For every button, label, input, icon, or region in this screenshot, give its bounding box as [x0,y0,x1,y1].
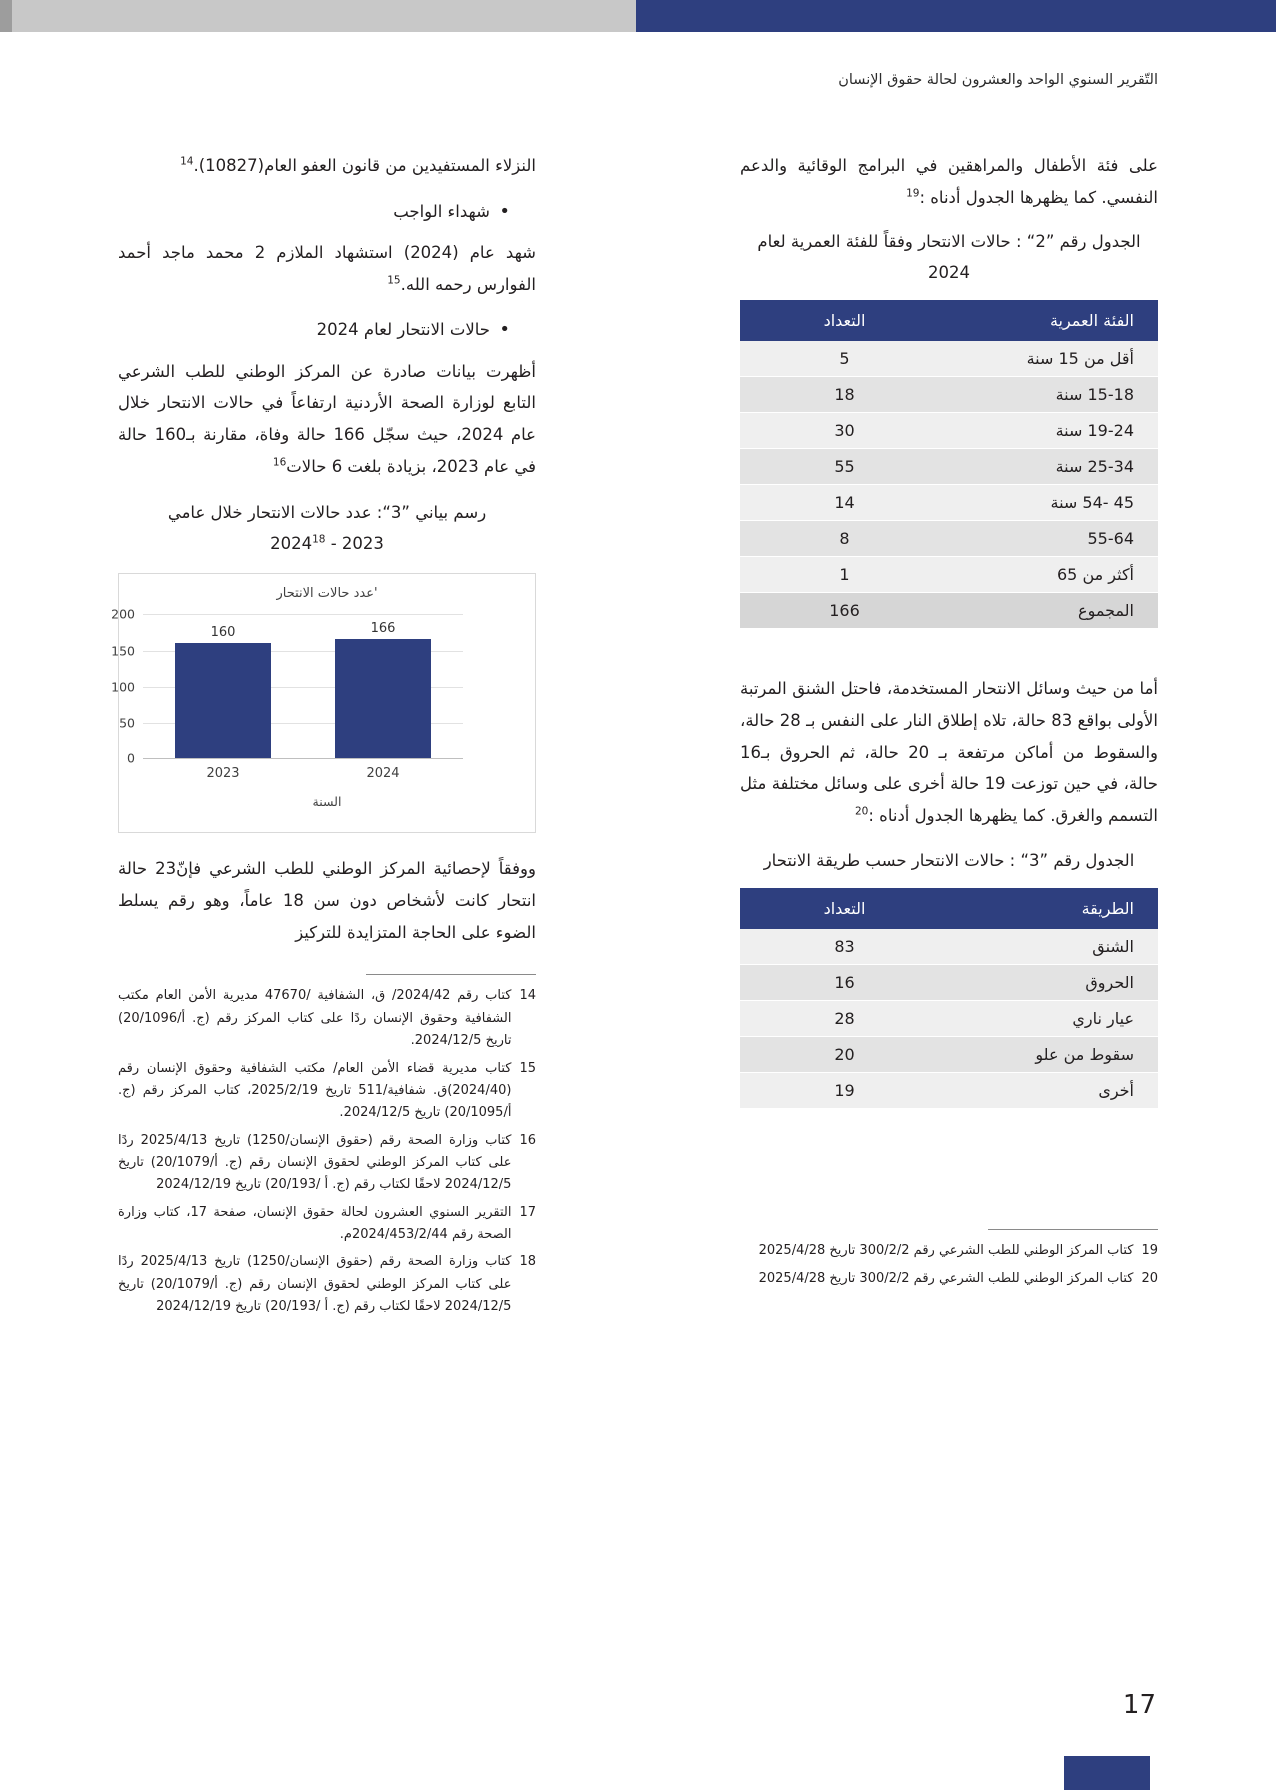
paragraph-amnesty-beneficiaries-text: النزلاء المستفيدين من قانون العفو العام(10827). [193,156,536,175]
footnote-number: 14 [519,988,536,1004]
bullet-list-duty-martyrs [118,196,536,227]
paragraph-suicide-methods-text: أما من حيث وسائل الانتحار المستخدمة، فاحتل الشنق المرتبة الأولى بواقع 83 حالة، تلاه إطلاق النار على النفس بـ 28 حالة، والسقوط من أماكن مرتفعة بـ 20 حالة، ثم الحروق بـ16 حالة، في حين توزعت 19 حالة أخرى على وسائل مختلفة مثل التسمم والغرق. كما يظهرها الجدول أدناه : [740,679,1159,826]
footnotes-right [740,1240,1158,1290]
table3-cell-count: 83 [740,929,949,965]
bar-2024 [335,639,431,759]
table-row [740,413,1158,449]
paragraph-preventive-programs [740,150,1158,213]
footnote-ref-14: 14 [180,155,194,168]
table-header-row [740,300,1158,341]
table2-cell-age: 19-24 سنة [949,413,1158,449]
ytick-label: 50 [119,715,135,731]
page-number: 17 [1122,1690,1156,1720]
top-bar-grey [0,0,636,32]
ytick-label: 100 [111,679,135,695]
footnote-item [118,1251,536,1318]
chart-caption-year-2023: 2023 - 2024 [270,533,384,553]
paragraph-preventive-programs-text: على فئة الأطفال والمراهقين في البرامج الوقائية والدعم النفسي. كما يظهرها الجدول أدناه : [740,156,1158,207]
ytick-label: 150 [111,643,135,659]
footnote-item [118,1130,536,1197]
table-row [740,929,1158,965]
chart-suicide-cases [111,573,536,833]
footnote-text: كتاب مديرية قضاء الأمن العام/ مكتب الشفافية وحقوق الإنسان رقم (2024/40)ق. شفافية/511 تاريخ 2025/2/19، كتاب المركز رقم (ج. أ/20/1095) تاريخ 2024/12/5. [118,1060,512,1121]
footnote-text: كتاب المركز الوطني للطب الشرعي رقم 300/2/2 تاريخ 2025/4/28 [758,1270,1134,1286]
paragraph-amnesty-beneficiaries [118,150,536,182]
table-row [740,965,1158,1001]
table2-cell-count: 8 [740,521,949,557]
chart-x-tick-labels [143,766,463,781]
xtick-label-2023: 2023 [206,766,240,782]
table2-cell-count: 1 [740,557,949,593]
table-header-row [740,888,1158,929]
ytick-label: 0 [127,750,135,766]
table3-cell-method: الحروق [949,965,1158,1001]
table2-total-label: المجموع [949,593,1158,629]
table-row [740,341,1158,377]
paragraph-martyr-2024 [118,237,536,300]
footnote-ref-16: 16 [272,456,287,469]
footnote-item [118,1202,536,1247]
xtick-label-2024: 2024 [366,766,400,782]
footnote-ref-19: 19 [906,187,920,200]
table2-cell-count: 5 [740,341,949,377]
paragraph-suicide-statistics [118,356,536,483]
table2-cell-age: 55-64 [949,521,1158,557]
footnote-number: 17 [519,1204,536,1220]
footnote-separator-left [366,974,536,975]
running-header: التّقرير السنوي الواحد والعشرون لحالة حقوق الإنسان [838,72,1158,88]
bar-2023 [175,643,271,758]
table3-header-method: الطريقة [949,888,1158,929]
table2-cell-age: أكثر من 65 [949,557,1158,593]
table2-header-age: الفئة العمرية [949,300,1158,341]
table3-cell-count: 28 [740,1001,949,1037]
footnote-text: كتاب وزارة الصحة رقم (حقوق الإنسان/1250) تاريخ 2025/4/13 ردًا على كتاب المركز الوطني لحقوق الإنسان رقم (ج. أ/20/1079) تاريخ 2024/12/5 لاحقًا لكتاب رقم (ج. أ /20/193) تاريخ 2024/12/19 [118,1254,512,1315]
table2-cell-count: 14 [740,485,949,521]
footnote-text: كتاب رقم 2024/42/ ق، الشفافية /47670 مديرية الأمن العام مكتب الشفافية وحقوق الإنسان ردًا على كتاب المركز رقم (ج. أ/20/1096) تاريخ 2024/12/5. [118,988,512,1049]
chart-caption [118,498,536,559]
footnote-item [740,1240,1158,1262]
table-row [740,1001,1158,1037]
column-right [740,150,1158,1295]
bar-group-2023 [175,614,271,758]
table3-cell-count: 16 [740,965,949,1001]
footnote-text: كتاب المركز الوطني للطب الشرعي رقم 300/2/2 تاريخ 2025/4/28 [758,1243,1134,1259]
footnote-ref-20: 20 [855,805,869,818]
footnote-separator-right [988,1229,1158,1230]
footnote-text: كتاب وزارة الصحة رقم (حقوق الإنسان/1250) تاريخ 2025/4/13 ردًا على كتاب المركز الوطني لحقوق الإنسان رقم (ج. أ/20/1079) تاريخ 2024/12/5 لاحقًا لكتاب رقم (ج. أ /20/193) تاريخ 2024/12/19 [118,1132,512,1193]
footnote-item [118,1058,536,1125]
chart-title: 'عدد حالات الانتحار [276,586,378,602]
paragraph-suicide-statistics-text: أظهرت بيانات صادرة عن المركز الوطني للطب الشرعي التابع لوزارة الصحة الأردنية ارتفاعاً في حالات الانتحار خلال عام 2024، حيث سجّل 166 حالة وفاة، مقارنة بـ160 حالة في عام 2023، بزيادة بلغت 6 حالات [118,361,536,476]
table-row [740,449,1158,485]
bar-value-label: 160 [210,625,236,641]
table-row [740,1037,1158,1073]
paragraph-under-18-suicides: ووفقاً لإحصائية المركز الوطني للطب الشرعي فإنّ23 حالة انتحار كانت لأشخاص دون سن 18 عاماً، وهو رقم يسلط الضوء على الحاجة المتزايدة للتركيز [118,859,536,942]
two-column-layout [111,150,1159,1323]
top-bar-blue [636,0,1276,32]
footnote-item [118,985,536,1052]
table-row [740,557,1158,593]
footnote-number: 18 [519,1254,536,1270]
chart-bars [143,614,463,758]
table3-cell-count: 20 [740,1037,949,1073]
table3-header-count: التعداد [740,888,949,929]
table-row [740,377,1158,413]
table2-caption: الجدول رقم ”2“ : حالات الانتحار وفقاً للفئة العمرية لعام 2024 [757,232,1141,282]
table-row [740,1073,1158,1109]
table-suicide-by-method [740,888,1158,1109]
table2-cell-count: 30 [740,413,949,449]
footnote-ref-15: 15 [387,274,401,287]
chart-caption-line1: رسم بياني ”3“: عدد حالات الانتحار خلال عامي [167,503,487,523]
table-total-row [740,593,1158,629]
table-suicide-by-age [740,300,1158,629]
bullet-item-suicide-cases: • حالات الانتحار لعام 2024 [118,314,510,345]
footnotes-left [118,985,536,1318]
table2-cell-age: 25-34 سنة [949,449,1158,485]
ytick-label: 200 [111,606,135,622]
chart-x-axis-title: السنة [312,794,342,810]
bar-group-2024 [335,614,431,758]
footnote-text: التقرير السنوي العشرون لحالة حقوق الإنسان، صفحة 17، كتاب وزارة الصحة رقم 2024/453/2/44م. [118,1204,512,1243]
footnote-item [740,1268,1158,1290]
paragraph-suicide-methods [740,673,1158,831]
bullet-item-duty-martyrs: • شهداء الواجب [118,196,510,227]
bar-value-label: 166 [370,621,396,637]
chart-x-axis [127,750,463,766]
table2-cell-age: 45 -54 سنة [949,485,1158,521]
footnote-number: 19 [1141,1243,1158,1259]
footnote-ref-18: 18 [312,533,326,546]
table2-cell-count: 55 [740,449,949,485]
table3-cell-method: سقوط من علو [949,1037,1158,1073]
column-left [111,150,536,1323]
table-row [740,485,1158,521]
paragraph-martyr-2024-text: شهد عام (2024) استشهاد الملازم 2 محمد ماجد أحمد الفوارس رحمه الله. [118,243,536,294]
table3-cell-count: 19 [740,1073,949,1109]
table2-header-count: التعداد [740,300,949,341]
table3-cell-method: عيار ناري [949,1001,1158,1037]
table2-cell-age: 15-18 سنة [949,377,1158,413]
footnote-number: 16 [519,1132,536,1148]
bottom-accent-tab [1064,1756,1150,1790]
page-content [111,150,1159,1323]
footnote-number: 20 [1141,1270,1158,1286]
chart-plot-area [111,606,463,766]
table3-cell-method: الشنق [949,929,1158,965]
table-row [740,521,1158,557]
footnote-number: 15 [519,1060,536,1076]
top-bar-grey-accent [0,0,12,32]
table2-cell-count: 18 [740,377,949,413]
table3-cell-method: أخرى [949,1073,1158,1109]
table2-cell-age: أقل من 15 سنة [949,341,1158,377]
table3-caption: الجدول رقم ”3“ : حالات الانتحار حسب طريقة الانتحار [763,850,1135,870]
table2-total-count: 166 [740,593,949,629]
bullet-list-suicide-cases [118,314,536,345]
